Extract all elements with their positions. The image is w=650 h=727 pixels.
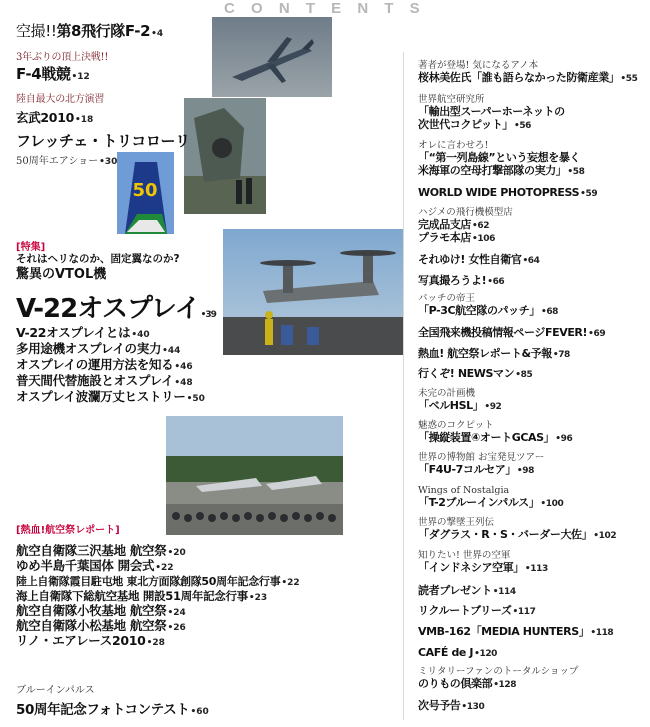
toc-item-title: 完成品支店 xyxy=(418,218,471,232)
special-lead1: それはヘリなのか、固定翼なのか? xyxy=(16,253,180,265)
special-item[interactable] xyxy=(16,387,205,405)
page-number: •48 xyxy=(174,378,193,388)
page-number: •39 xyxy=(200,310,216,320)
page-number: •59 xyxy=(580,189,598,199)
feature-frecce-title: フレッチェ・トリコローリ xyxy=(16,132,190,150)
toc-item[interactable] xyxy=(418,421,572,445)
page-number: •118 xyxy=(590,628,614,638)
toc-item[interactable] xyxy=(418,187,597,200)
toc-item[interactable] xyxy=(418,275,504,288)
page-number: •78 xyxy=(552,350,570,360)
toc-item[interactable] xyxy=(418,453,544,477)
page-number: •85 xyxy=(515,370,533,380)
page-number: •120 xyxy=(474,649,498,659)
toc-item-sub: オレに言わせろ! xyxy=(418,140,489,151)
page-number: •130 xyxy=(461,702,485,712)
feature-f2[interactable] xyxy=(16,22,163,40)
page-number: •50 xyxy=(186,394,205,404)
page-number: •68 xyxy=(540,307,559,318)
toc-item-sub: 世界の撃墜王列伝 xyxy=(418,517,495,528)
toc-item-title: 「操縦装置④オートGCAS」 xyxy=(418,431,555,445)
feature-genbu-title: 玄武2010 xyxy=(16,110,74,125)
page-number: •44 xyxy=(162,346,181,356)
toc-item[interactable] xyxy=(418,294,558,318)
feature-frecce-sub: 50周年エアショー xyxy=(16,156,99,167)
toc-item[interactable] xyxy=(418,368,532,381)
page-number: •58 xyxy=(567,166,585,177)
feature-f2-title: 第8飛行隊F-2 xyxy=(56,22,151,40)
toc-item-title: 全国飛来機投稿情報ページFEVER! xyxy=(418,326,588,339)
toc-item-sub: ミリタリーファンのトータルショップ xyxy=(418,666,579,677)
toc-item-title: 桜林美佐氏「誰も語らなかった防衛産業」 xyxy=(418,71,620,85)
feature-genbu-sub: 陸自最大の北方演習 xyxy=(16,94,105,105)
toc-item-title: 「P-3C航空隊のパッチ」 xyxy=(418,304,540,318)
airshow-item-title: リノ・エアレース2010 xyxy=(16,633,146,648)
toc-item-title-line2: プラモ本店 xyxy=(418,231,471,245)
special-item-title: 多用途機オスプレイの実力 xyxy=(16,341,162,356)
toc-item[interactable] xyxy=(418,208,513,245)
page-number: •98 xyxy=(516,466,534,477)
toc-item-title: それゆけ! 女性自衛官 xyxy=(418,253,522,266)
toc-item-sub: 未完の計画機 xyxy=(418,388,476,399)
feature-genbu[interactable] xyxy=(16,108,93,126)
toc-item-title: 「ダグラス・R・S・バーダー大佐」 xyxy=(418,528,593,542)
feature-f4-title: F-4戦競 xyxy=(16,65,71,83)
special-title: V-22オスプレイ xyxy=(16,294,200,324)
toc-item-sub: 魅惑のコクピット xyxy=(418,420,494,431)
toc-item[interactable] xyxy=(418,700,484,713)
toc-item[interactable] xyxy=(418,486,563,510)
toc-item-title: 「T-2ブルーインパルス」 xyxy=(418,496,540,510)
toc-item[interactable] xyxy=(418,61,637,85)
toc-item-sub: 世界航空研究所 xyxy=(418,94,485,105)
toc-item-title-line2: 次世代コクピット」 xyxy=(418,117,513,131)
page-number: •20 xyxy=(167,548,186,558)
toc-item-title: 「“第一列島線”という妄想を暴く xyxy=(418,151,581,165)
page-number: •24 xyxy=(167,608,186,618)
page-number: •18 xyxy=(75,115,94,125)
page-number: •22 xyxy=(155,563,174,573)
feature-frecce-sub-line xyxy=(16,150,117,168)
contents-header: C O N T E N T S xyxy=(224,0,426,17)
page-number: •56 xyxy=(513,120,532,131)
toc-item[interactable] xyxy=(418,551,548,575)
page-number: •102 xyxy=(593,531,617,542)
page-number: •106 xyxy=(472,234,495,245)
toc-item[interactable] xyxy=(418,667,578,691)
special-title-line[interactable] xyxy=(16,288,216,325)
page-number: •128 xyxy=(493,680,517,691)
toc-item-sub: パッチの帝王 xyxy=(418,293,476,304)
page-number: •117 xyxy=(512,607,536,617)
toc-item[interactable] xyxy=(418,254,540,267)
page-number: •22 xyxy=(281,578,300,588)
toc-item-title: VMB-162「MEDIA HUNTERS」 xyxy=(418,625,590,638)
toc-item-title: CAFÉ de J xyxy=(418,646,474,659)
page-number: •4 xyxy=(151,29,164,39)
special-item-title: V-22オスプレイとは xyxy=(16,325,131,340)
page-number: •26 xyxy=(167,623,186,633)
airshow-item-title: 航空自衛隊小牧基地 航空祭 xyxy=(16,603,167,618)
airshow-tag: [熱血!航空祭レポート] xyxy=(16,525,120,536)
toc-item-title: 「F4U-7コルセア」 xyxy=(418,463,516,477)
page-number: •100 xyxy=(540,499,564,510)
photocontest-title: 50周年記念フォトコンテスト xyxy=(16,702,190,718)
photo-f2-fighter xyxy=(212,17,332,97)
toc-item[interactable] xyxy=(418,141,584,177)
photocontest-sub: ブルーインパルス xyxy=(16,685,95,696)
special-item-title: オスプレイ波瀾万丈ヒストリー xyxy=(16,389,186,404)
toc-item-title: 「輸出型スーパーホーネットの xyxy=(418,105,565,119)
toc-item[interactable] xyxy=(418,327,605,340)
toc-item-title: 次号予告 xyxy=(418,699,461,712)
airshow-item[interactable] xyxy=(16,631,165,649)
photo-f4-phantom xyxy=(184,98,266,214)
toc-item-title: 「ベルHSL」 xyxy=(418,399,484,413)
toc-item[interactable] xyxy=(418,348,570,361)
page-number: •60 xyxy=(190,707,209,717)
airshow-item-title: 航空自衛隊小松基地 航空祭 xyxy=(16,618,167,633)
special-item-title: オスプレイの運用方法を知る xyxy=(16,357,174,372)
toc-item[interactable] xyxy=(418,389,501,413)
toc-item-title: WORLD WIDE PHOTOPRESS xyxy=(418,186,580,199)
photo-frecce-tricolori xyxy=(117,152,174,234)
toc-item-title: 写真撮ろうよ! xyxy=(418,274,487,287)
toc-item[interactable] xyxy=(418,605,535,618)
page-number: •23 xyxy=(248,593,268,603)
photocontest[interactable] xyxy=(16,700,209,718)
feature-frecce[interactable] xyxy=(16,132,190,150)
special-item-title: 普天間代替施設とオスプレイ xyxy=(16,373,174,388)
page-number: •28 xyxy=(146,638,165,648)
page-number: •66 xyxy=(487,277,505,287)
toc-item-title-line2: 米海軍の空母打撃部隊の実力」 xyxy=(418,163,567,177)
toc-item[interactable] xyxy=(418,585,516,598)
page-number: •92 xyxy=(484,402,502,413)
toc-item-sub: 知りたい! 世界の空軍 xyxy=(418,550,511,561)
toc-item-sub: Wings of Nostalgia xyxy=(418,485,510,496)
toc-item-title: 熱血! 航空祭レポート&予報 xyxy=(418,347,552,360)
toc-item-sub: ハジメの飛行機模型店 xyxy=(418,207,513,218)
page-number: •46 xyxy=(174,362,193,372)
toc-item-title: のりもの倶楽部 xyxy=(418,677,493,691)
page-number: •55 xyxy=(620,74,638,85)
airshow-item-title: 航空自衛隊三沢基地 航空祭 xyxy=(16,543,167,558)
page-number: •62 xyxy=(472,221,490,232)
toc-item[interactable] xyxy=(418,626,613,639)
feature-f4[interactable] xyxy=(16,65,90,83)
feature-f2-prefix: 空撮!! xyxy=(16,22,57,40)
page-number: •12 xyxy=(71,72,90,82)
toc-item[interactable] xyxy=(418,518,616,542)
airshow-item-title: 陸上自衛隊霞目駐屯地 東北方面隊創隊50周年記念行事 xyxy=(16,575,281,588)
toc-item[interactable] xyxy=(418,647,497,660)
toc-item-title: 行くぞ! NEWSマン xyxy=(418,367,515,380)
airshow-item-title: 海上自衛隊下総航空基地 開設51周年記念行事 xyxy=(16,589,248,603)
toc-item[interactable] xyxy=(418,95,565,131)
svg-text:50: 50 xyxy=(132,180,158,201)
toc-item-title: 「インドネシア空軍」 xyxy=(418,561,524,575)
toc-item-title: リクルートブリーズ xyxy=(418,604,512,617)
page-number: •64 xyxy=(522,256,540,266)
toc-item-title: 読者プレゼント xyxy=(418,584,492,597)
toc-item-sub: 世界の博物館 お宝発見ツアー xyxy=(418,452,545,463)
page-number: •30 xyxy=(99,157,118,167)
airshow-item-title: ゆめ半島千葉国体 開会式 xyxy=(16,558,155,573)
page-number: •96 xyxy=(555,434,573,445)
feature-f4-sub: 3年ぶりの頂上決戦!! xyxy=(16,52,109,63)
page-number: •40 xyxy=(131,330,150,340)
column-divider xyxy=(403,52,404,720)
special-tag: [特集] xyxy=(16,242,46,253)
special-lead2: 驚異のVTOL機 xyxy=(16,267,107,282)
photo-v22-osprey xyxy=(223,229,403,355)
page-number: •114 xyxy=(492,587,516,597)
page-number: •113 xyxy=(524,564,548,575)
toc-item-sub: 著者が登場! 気になるアノ本 xyxy=(418,60,539,71)
photo-airshow-crowd xyxy=(166,416,343,535)
page-number: •69 xyxy=(588,329,606,339)
